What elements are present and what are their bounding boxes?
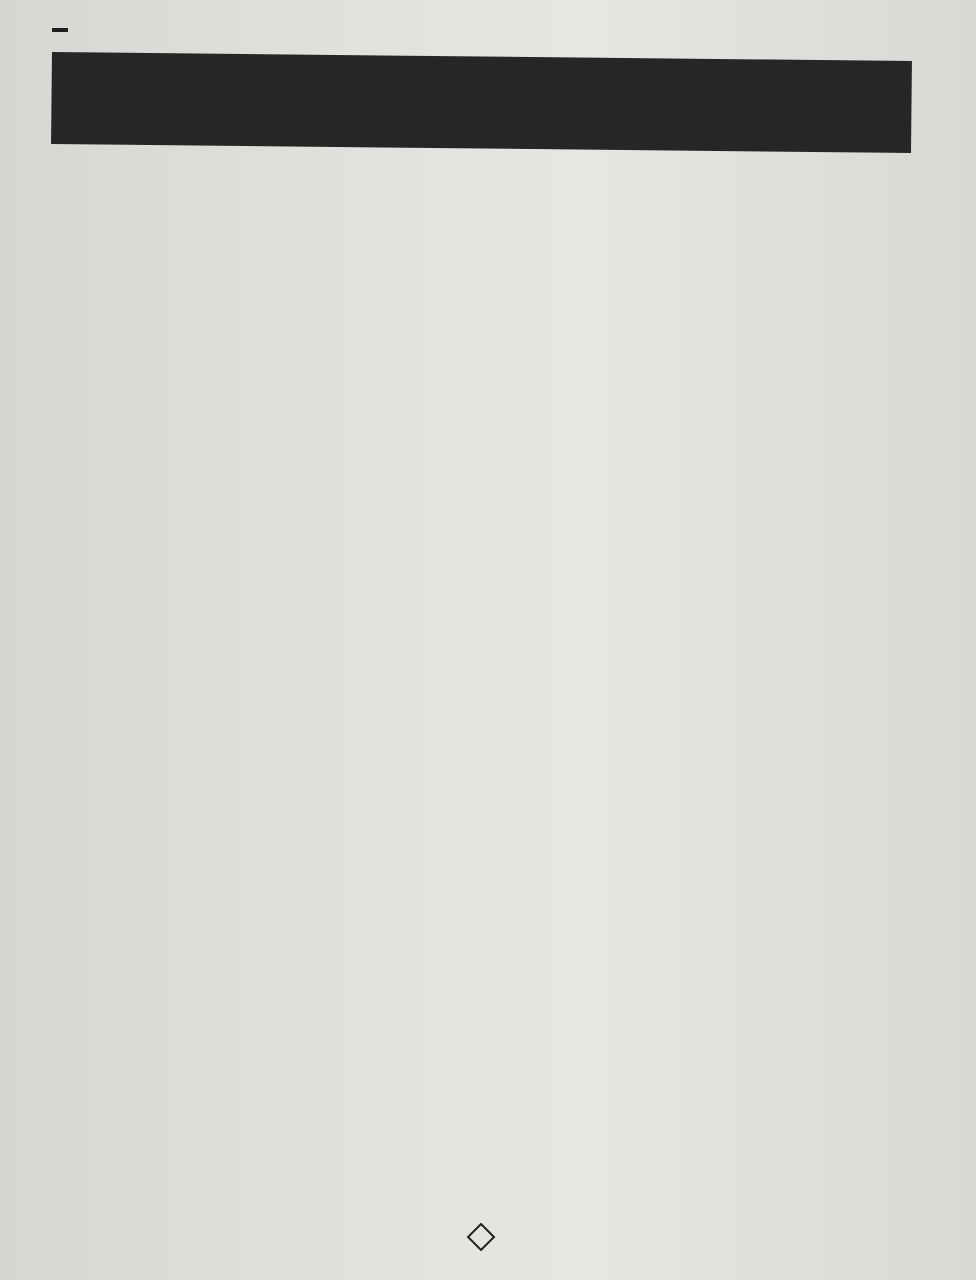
right-column [500, 155, 908, 164]
title-banner [51, 52, 912, 153]
page-number-marker [466, 1222, 496, 1252]
publisher-label [52, 28, 68, 32]
page-title [52, 70, 912, 79]
diamond-icon [466, 1222, 496, 1252]
